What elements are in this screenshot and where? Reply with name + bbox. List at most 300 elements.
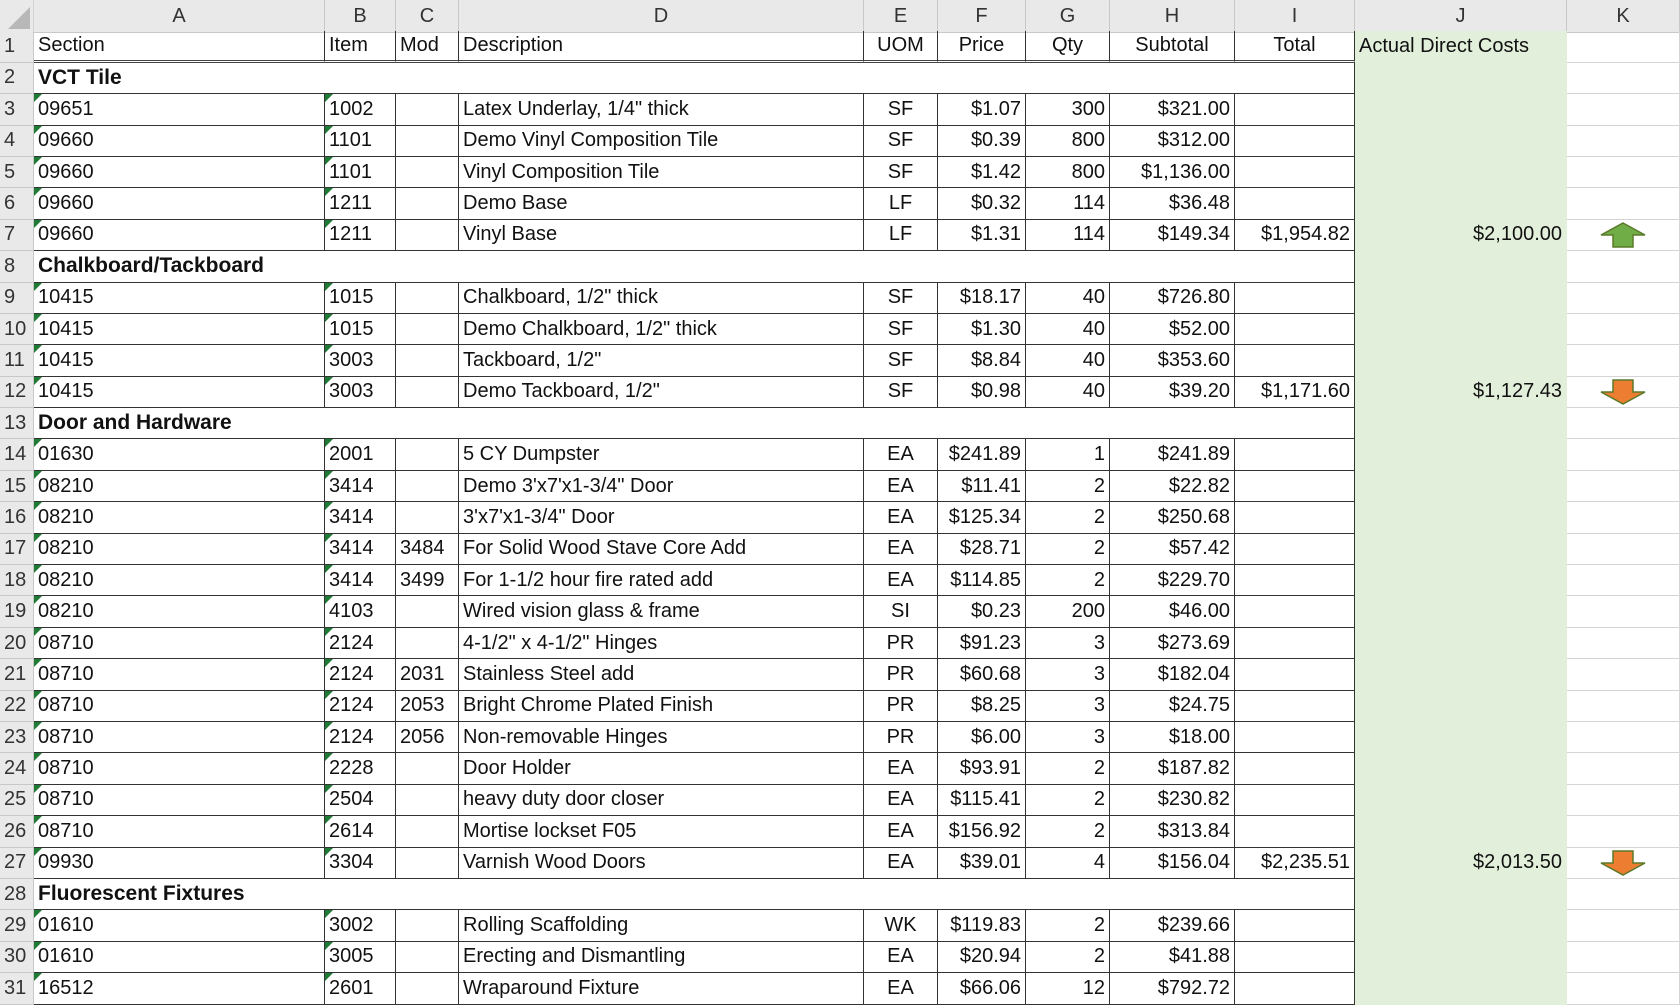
uom-cell[interactable]: PR	[864, 628, 938, 659]
mod-code-cell[interactable]	[396, 283, 459, 314]
row-header-2[interactable]: 2	[0, 63, 34, 94]
column-header-B[interactable]: B	[325, 0, 396, 33]
row-header-20[interactable]: 20	[0, 628, 34, 659]
item-code-cell[interactable]: 4103	[325, 596, 396, 627]
actual-direct-cost-cell[interactable]: $1,127.43	[1355, 377, 1567, 408]
actual-direct-cost-cell[interactable]	[1355, 628, 1567, 659]
price-cell[interactable]: $8.25	[938, 691, 1026, 722]
item-code-cell[interactable]: 3002	[325, 910, 396, 941]
price-cell[interactable]: $0.23	[938, 596, 1026, 627]
price-cell[interactable]: $0.32	[938, 188, 1026, 219]
item-code-cell[interactable]: 1101	[325, 157, 396, 188]
cell-K9[interactable]	[1567, 283, 1680, 314]
price-cell[interactable]: $20.94	[938, 942, 1026, 973]
price-cell[interactable]: $156.92	[938, 816, 1026, 847]
actual-direct-cost-cell[interactable]	[1355, 753, 1567, 784]
actual-direct-cost-cell[interactable]	[1355, 502, 1567, 533]
mod-code-cell[interactable]	[396, 785, 459, 816]
uom-cell[interactable]: SF	[864, 126, 938, 157]
mod-code-cell[interactable]	[396, 596, 459, 627]
description-cell[interactable]: 5 CY Dumpster	[459, 439, 864, 470]
cell-K14[interactable]	[1567, 439, 1680, 470]
section-group-title[interactable]: VCT Tile	[34, 63, 1355, 94]
subtotal-cell[interactable]: $726.80	[1110, 283, 1235, 314]
price-cell[interactable]: $1.31	[938, 220, 1026, 251]
header-mod[interactable]: Mod	[396, 31, 459, 62]
row-header-11[interactable]: 11	[0, 345, 34, 376]
section-code-cell[interactable]: 09660	[34, 126, 325, 157]
column-header-J[interactable]: J	[1355, 0, 1567, 33]
qty-cell[interactable]: 800	[1026, 126, 1110, 157]
uom-cell[interactable]: EA	[864, 439, 938, 470]
item-code-cell[interactable]: 1002	[325, 94, 396, 125]
header-description[interactable]: Description	[459, 31, 864, 62]
row-header-12[interactable]: 12	[0, 377, 34, 408]
uom-cell[interactable]: SF	[864, 377, 938, 408]
uom-cell[interactable]: EA	[864, 785, 938, 816]
row-header-19[interactable]: 19	[0, 596, 34, 627]
qty-cell[interactable]: 2	[1026, 471, 1110, 502]
section-code-cell[interactable]: 08210	[34, 565, 325, 596]
description-cell[interactable]: Demo Tackboard, 1/2"	[459, 377, 864, 408]
mod-code-cell[interactable]: 2031	[396, 659, 459, 690]
qty-cell[interactable]: 1	[1026, 439, 1110, 470]
price-cell[interactable]: $1.30	[938, 314, 1026, 345]
description-cell[interactable]: Demo Base	[459, 188, 864, 219]
uom-cell[interactable]: WK	[864, 910, 938, 941]
column-header-K[interactable]: K	[1567, 0, 1680, 33]
row-header-7[interactable]: 7	[0, 220, 34, 251]
uom-cell[interactable]: SF	[864, 345, 938, 376]
cell-K8[interactable]	[1567, 251, 1680, 282]
column-header-C[interactable]: C	[396, 0, 459, 33]
price-cell[interactable]: $1.42	[938, 157, 1026, 188]
row-header-8[interactable]: 8	[0, 251, 34, 282]
mod-code-cell[interactable]	[396, 910, 459, 941]
total-cell[interactable]	[1235, 596, 1355, 627]
price-cell[interactable]: $114.85	[938, 565, 1026, 596]
qty-cell[interactable]: 3	[1026, 691, 1110, 722]
description-cell[interactable]: Vinyl Composition Tile	[459, 157, 864, 188]
actual-cost-cell[interactable]	[1355, 879, 1567, 910]
subtotal-cell[interactable]: $36.48	[1110, 188, 1235, 219]
total-cell[interactable]	[1235, 942, 1355, 973]
description-cell[interactable]: Demo Vinyl Composition Tile	[459, 126, 864, 157]
qty-cell[interactable]: 3	[1026, 659, 1110, 690]
actual-direct-cost-cell[interactable]	[1355, 785, 1567, 816]
qty-cell[interactable]: 12	[1026, 973, 1110, 1004]
total-cell[interactable]	[1235, 345, 1355, 376]
row-header-28[interactable]: 28	[0, 879, 34, 910]
cell-K22[interactable]	[1567, 691, 1680, 722]
section-group-title[interactable]: Chalkboard/Tackboard	[34, 251, 1355, 282]
subtotal-cell[interactable]: $39.20	[1110, 377, 1235, 408]
section-group-title[interactable]: Fluorescent Fixtures	[34, 879, 1355, 910]
qty-cell[interactable]: 2	[1026, 502, 1110, 533]
item-code-cell[interactable]: 2124	[325, 722, 396, 753]
total-cell[interactable]: $1,171.60	[1235, 377, 1355, 408]
actual-direct-cost-cell[interactable]	[1355, 973, 1567, 1004]
actual-direct-cost-cell[interactable]: $2,013.50	[1355, 848, 1567, 879]
section-code-cell[interactable]: 09660	[34, 157, 325, 188]
mod-code-cell[interactable]	[396, 471, 459, 502]
header-subtotal[interactable]: Subtotal	[1110, 31, 1235, 62]
cell-K19[interactable]	[1567, 596, 1680, 627]
actual-direct-cost-cell[interactable]	[1355, 471, 1567, 502]
mod-code-cell[interactable]	[396, 345, 459, 376]
actual-direct-cost-cell[interactable]	[1355, 94, 1567, 125]
mod-code-cell[interactable]	[396, 942, 459, 973]
description-cell[interactable]: Vinyl Base	[459, 220, 864, 251]
item-code-cell[interactable]: 2124	[325, 659, 396, 690]
description-cell[interactable]: For 1-1/2 hour fire rated add	[459, 565, 864, 596]
row-header-24[interactable]: 24	[0, 753, 34, 784]
price-cell[interactable]: $39.01	[938, 848, 1026, 879]
row-header-16[interactable]: 16	[0, 502, 34, 533]
subtotal-cell[interactable]: $273.69	[1110, 628, 1235, 659]
total-cell[interactable]	[1235, 314, 1355, 345]
price-cell[interactable]: $18.17	[938, 283, 1026, 314]
select-all-corner[interactable]	[0, 0, 34, 33]
row-header-5[interactable]: 5	[0, 157, 34, 188]
subtotal-cell[interactable]: $22.82	[1110, 471, 1235, 502]
qty-cell[interactable]: 2	[1026, 534, 1110, 565]
column-header-H[interactable]: H	[1110, 0, 1235, 33]
actual-direct-cost-cell[interactable]	[1355, 910, 1567, 941]
cell-K6[interactable]	[1567, 188, 1680, 219]
item-code-cell[interactable]: 2228	[325, 753, 396, 784]
price-cell[interactable]: $11.41	[938, 471, 1026, 502]
mod-code-cell[interactable]	[396, 502, 459, 533]
cell-K23[interactable]	[1567, 722, 1680, 753]
section-code-cell[interactable]: 10415	[34, 345, 325, 376]
row-header-1[interactable]: 1	[0, 31, 34, 62]
row-header-4[interactable]: 4	[0, 126, 34, 157]
item-code-cell[interactable]: 1211	[325, 220, 396, 251]
cell-K1[interactable]	[1567, 31, 1680, 62]
total-cell[interactable]	[1235, 910, 1355, 941]
price-cell[interactable]: $0.39	[938, 126, 1026, 157]
item-code-cell[interactable]: 3414	[325, 534, 396, 565]
item-code-cell[interactable]: 2001	[325, 439, 396, 470]
total-cell[interactable]	[1235, 439, 1355, 470]
uom-cell[interactable]: EA	[864, 973, 938, 1004]
uom-cell[interactable]: SF	[864, 157, 938, 188]
subtotal-cell[interactable]: $46.00	[1110, 596, 1235, 627]
actual-direct-cost-cell[interactable]	[1355, 722, 1567, 753]
cell-K5[interactable]	[1567, 157, 1680, 188]
qty-cell[interactable]: 114	[1026, 188, 1110, 219]
price-cell[interactable]: $8.84	[938, 345, 1026, 376]
qty-cell[interactable]: 3	[1026, 628, 1110, 659]
cell-K18[interactable]	[1567, 565, 1680, 596]
section-code-cell[interactable]: 01610	[34, 942, 325, 973]
section-code-cell[interactable]: 08210	[34, 596, 325, 627]
item-code-cell[interactable]: 2601	[325, 973, 396, 1004]
section-code-cell[interactable]: 08710	[34, 691, 325, 722]
mod-code-cell[interactable]: 2056	[396, 722, 459, 753]
item-code-cell[interactable]: 2504	[325, 785, 396, 816]
row-header-26[interactable]: 26	[0, 816, 34, 847]
cell-K17[interactable]	[1567, 534, 1680, 565]
section-code-cell[interactable]: 16512	[34, 973, 325, 1004]
total-cell[interactable]	[1235, 126, 1355, 157]
header-section[interactable]: Section	[34, 31, 325, 62]
uom-cell[interactable]: LF	[864, 220, 938, 251]
item-code-cell[interactable]: 1101	[325, 126, 396, 157]
actual-direct-cost-cell[interactable]	[1355, 283, 1567, 314]
subtotal-cell[interactable]: $52.00	[1110, 314, 1235, 345]
qty-cell[interactable]: 800	[1026, 157, 1110, 188]
section-code-cell[interactable]: 08710	[34, 722, 325, 753]
item-code-cell[interactable]: 1015	[325, 314, 396, 345]
item-code-cell[interactable]: 1211	[325, 188, 396, 219]
subtotal-cell[interactable]: $241.89	[1110, 439, 1235, 470]
cell-K3[interactable]	[1567, 94, 1680, 125]
row-header-30[interactable]: 30	[0, 942, 34, 973]
mod-code-cell[interactable]	[396, 973, 459, 1004]
total-cell[interactable]	[1235, 659, 1355, 690]
price-cell[interactable]: $1.07	[938, 94, 1026, 125]
actual-direct-cost-cell[interactable]	[1355, 565, 1567, 596]
price-cell[interactable]: $115.41	[938, 785, 1026, 816]
subtotal-cell[interactable]: $313.84	[1110, 816, 1235, 847]
item-code-cell[interactable]: 3304	[325, 848, 396, 879]
uom-cell[interactable]: PR	[864, 691, 938, 722]
row-header-31[interactable]: 31	[0, 973, 34, 1004]
uom-cell[interactable]: EA	[864, 534, 938, 565]
price-cell[interactable]: $28.71	[938, 534, 1026, 565]
row-header-10[interactable]: 10	[0, 314, 34, 345]
column-header-A[interactable]: A	[34, 0, 325, 33]
actual-direct-cost-cell[interactable]	[1355, 596, 1567, 627]
subtotal-cell[interactable]: $24.75	[1110, 691, 1235, 722]
item-code-cell[interactable]: 3414	[325, 565, 396, 596]
uom-cell[interactable]: PR	[864, 659, 938, 690]
header-uom[interactable]: UOM	[864, 31, 938, 62]
row-header-17[interactable]: 17	[0, 534, 34, 565]
uom-cell[interactable]: EA	[864, 753, 938, 784]
row-header-18[interactable]: 18	[0, 565, 34, 596]
mod-code-cell[interactable]: 3499	[396, 565, 459, 596]
section-code-cell[interactable]: 09660	[34, 188, 325, 219]
section-code-cell[interactable]: 08710	[34, 659, 325, 690]
header-total[interactable]: Total	[1235, 31, 1355, 62]
uom-cell[interactable]: EA	[864, 942, 938, 973]
description-cell[interactable]: Stainless Steel add	[459, 659, 864, 690]
price-cell[interactable]: $60.68	[938, 659, 1026, 690]
uom-cell[interactable]: LF	[864, 188, 938, 219]
subtotal-cell[interactable]: $230.82	[1110, 785, 1235, 816]
section-code-cell[interactable]: 08710	[34, 785, 325, 816]
description-cell[interactable]: Demo Chalkboard, 1/2" thick	[459, 314, 864, 345]
price-cell[interactable]: $241.89	[938, 439, 1026, 470]
subtotal-cell[interactable]: $149.34	[1110, 220, 1235, 251]
actual-direct-cost-cell[interactable]	[1355, 345, 1567, 376]
actual-cost-cell[interactable]	[1355, 63, 1567, 94]
subtotal-cell[interactable]: $182.04	[1110, 659, 1235, 690]
total-cell[interactable]	[1235, 753, 1355, 784]
mod-code-cell[interactable]	[396, 848, 459, 879]
total-cell[interactable]	[1235, 188, 1355, 219]
total-cell[interactable]	[1235, 534, 1355, 565]
qty-cell[interactable]: 300	[1026, 94, 1110, 125]
item-code-cell[interactable]: 2124	[325, 691, 396, 722]
actual-direct-cost-cell[interactable]	[1355, 188, 1567, 219]
cell-K30[interactable]	[1567, 942, 1680, 973]
description-cell[interactable]: Non-removable Hinges	[459, 722, 864, 753]
section-code-cell[interactable]: 08210	[34, 502, 325, 533]
total-cell[interactable]	[1235, 785, 1355, 816]
description-cell[interactable]: 4-1/2" x 4-1/2" Hinges	[459, 628, 864, 659]
actual-direct-cost-cell[interactable]	[1355, 439, 1567, 470]
qty-cell[interactable]: 3	[1026, 722, 1110, 753]
cell-K28[interactable]	[1567, 879, 1680, 910]
qty-cell[interactable]: 2	[1026, 942, 1110, 973]
item-code-cell[interactable]: 1015	[325, 283, 396, 314]
description-cell[interactable]: Erecting and Dismantling	[459, 942, 864, 973]
column-header-F[interactable]: F	[938, 0, 1026, 33]
mod-code-cell[interactable]	[396, 157, 459, 188]
section-group-title[interactable]: Door and Hardware	[34, 408, 1355, 439]
cell-K26[interactable]	[1567, 816, 1680, 847]
description-cell[interactable]: Wraparound Fixture	[459, 973, 864, 1004]
row-header-14[interactable]: 14	[0, 439, 34, 470]
row-header-6[interactable]: 6	[0, 188, 34, 219]
description-cell[interactable]: Bright Chrome Plated Finish	[459, 691, 864, 722]
actual-direct-cost-cell[interactable]	[1355, 126, 1567, 157]
row-header-9[interactable]: 9	[0, 283, 34, 314]
actual-direct-cost-cell[interactable]	[1355, 659, 1567, 690]
qty-cell[interactable]: 2	[1026, 753, 1110, 784]
uom-cell[interactable]: PR	[864, 722, 938, 753]
total-cell[interactable]	[1235, 722, 1355, 753]
description-cell[interactable]: Tackboard, 1/2"	[459, 345, 864, 376]
section-code-cell[interactable]: 01630	[34, 439, 325, 470]
total-cell[interactable]: $1,954.82	[1235, 220, 1355, 251]
mod-code-cell[interactable]	[396, 753, 459, 784]
section-code-cell[interactable]: 09930	[34, 848, 325, 879]
price-cell[interactable]: $91.23	[938, 628, 1026, 659]
subtotal-cell[interactable]: $312.00	[1110, 126, 1235, 157]
actual-direct-cost-cell[interactable]	[1355, 157, 1567, 188]
section-code-cell[interactable]: 10415	[34, 377, 325, 408]
uom-cell[interactable]: EA	[864, 565, 938, 596]
column-header-D[interactable]: D	[459, 0, 864, 33]
qty-cell[interactable]: 2	[1026, 816, 1110, 847]
description-cell[interactable]: Varnish Wood Doors	[459, 848, 864, 879]
mod-code-cell[interactable]: 2053	[396, 691, 459, 722]
uom-cell[interactable]: EA	[864, 471, 938, 502]
section-code-cell[interactable]: 09660	[34, 220, 325, 251]
item-code-cell[interactable]: 2614	[325, 816, 396, 847]
row-header-29[interactable]: 29	[0, 910, 34, 941]
row-header-3[interactable]: 3	[0, 94, 34, 125]
mod-code-cell[interactable]	[396, 126, 459, 157]
row-header-15[interactable]: 15	[0, 471, 34, 502]
actual-direct-cost-cell[interactable]: $2,100.00	[1355, 220, 1567, 251]
item-code-cell[interactable]: 3005	[325, 942, 396, 973]
total-cell[interactable]	[1235, 973, 1355, 1004]
cell-K31[interactable]	[1567, 973, 1680, 1004]
total-cell[interactable]	[1235, 94, 1355, 125]
item-code-cell[interactable]: 3414	[325, 502, 396, 533]
total-cell[interactable]	[1235, 283, 1355, 314]
cell-K2[interactable]	[1567, 63, 1680, 94]
subtotal-cell[interactable]: $239.66	[1110, 910, 1235, 941]
header-item[interactable]: Item	[325, 31, 396, 62]
actual-direct-cost-cell[interactable]	[1355, 691, 1567, 722]
description-cell[interactable]: Rolling Scaffolding	[459, 910, 864, 941]
cell-K7[interactable]	[1567, 220, 1680, 251]
total-cell[interactable]	[1235, 628, 1355, 659]
section-code-cell[interactable]: 01610	[34, 910, 325, 941]
section-code-cell[interactable]: 10415	[34, 314, 325, 345]
mod-code-cell[interactable]	[396, 220, 459, 251]
qty-cell[interactable]: 114	[1026, 220, 1110, 251]
row-header-25[interactable]: 25	[0, 785, 34, 816]
row-header-23[interactable]: 23	[0, 722, 34, 753]
total-cell[interactable]: $2,235.51	[1235, 848, 1355, 879]
cell-K12[interactable]	[1567, 377, 1680, 408]
price-cell[interactable]: $119.83	[938, 910, 1026, 941]
description-cell[interactable]: heavy duty door closer	[459, 785, 864, 816]
subtotal-cell[interactable]: $229.70	[1110, 565, 1235, 596]
subtotal-cell[interactable]: $792.72	[1110, 973, 1235, 1004]
description-cell[interactable]: Mortise lockset F05	[459, 816, 864, 847]
uom-cell[interactable]: SF	[864, 94, 938, 125]
subtotal-cell[interactable]: $1,136.00	[1110, 157, 1235, 188]
mod-code-cell[interactable]	[396, 628, 459, 659]
subtotal-cell[interactable]: $57.42	[1110, 534, 1235, 565]
qty-cell[interactable]: 40	[1026, 314, 1110, 345]
row-header-21[interactable]: 21	[0, 659, 34, 690]
cell-K29[interactable]	[1567, 910, 1680, 941]
price-cell[interactable]: $93.91	[938, 753, 1026, 784]
uom-cell[interactable]: SI	[864, 596, 938, 627]
column-header-E[interactable]: E	[864, 0, 938, 33]
mod-code-cell[interactable]	[396, 94, 459, 125]
header-qty[interactable]: Qty	[1026, 31, 1110, 62]
cell-K16[interactable]	[1567, 502, 1680, 533]
price-cell[interactable]: $66.06	[938, 973, 1026, 1004]
description-cell[interactable]: Wired vision glass & frame	[459, 596, 864, 627]
section-code-cell[interactable]: 08710	[34, 816, 325, 847]
price-cell[interactable]: $6.00	[938, 722, 1026, 753]
subtotal-cell[interactable]: $353.60	[1110, 345, 1235, 376]
total-cell[interactable]	[1235, 157, 1355, 188]
description-cell[interactable]: Door Holder	[459, 753, 864, 784]
header-price[interactable]: Price	[938, 31, 1026, 62]
subtotal-cell[interactable]: $321.00	[1110, 94, 1235, 125]
cell-K13[interactable]	[1567, 408, 1680, 439]
qty-cell[interactable]: 200	[1026, 596, 1110, 627]
subtotal-cell[interactable]: $187.82	[1110, 753, 1235, 784]
item-code-cell[interactable]: 3414	[325, 471, 396, 502]
qty-cell[interactable]: 40	[1026, 377, 1110, 408]
header-actual-direct-costs[interactable]: Actual Direct Costs	[1355, 31, 1567, 62]
mod-code-cell[interactable]: 3484	[396, 534, 459, 565]
qty-cell[interactable]: 40	[1026, 283, 1110, 314]
total-cell[interactable]	[1235, 565, 1355, 596]
section-code-cell[interactable]: 08210	[34, 534, 325, 565]
item-code-cell[interactable]: 3003	[325, 377, 396, 408]
mod-code-cell[interactable]	[396, 314, 459, 345]
actual-direct-cost-cell[interactable]	[1355, 314, 1567, 345]
section-code-cell[interactable]: 10415	[34, 283, 325, 314]
uom-cell[interactable]: EA	[864, 502, 938, 533]
subtotal-cell[interactable]: $250.68	[1110, 502, 1235, 533]
